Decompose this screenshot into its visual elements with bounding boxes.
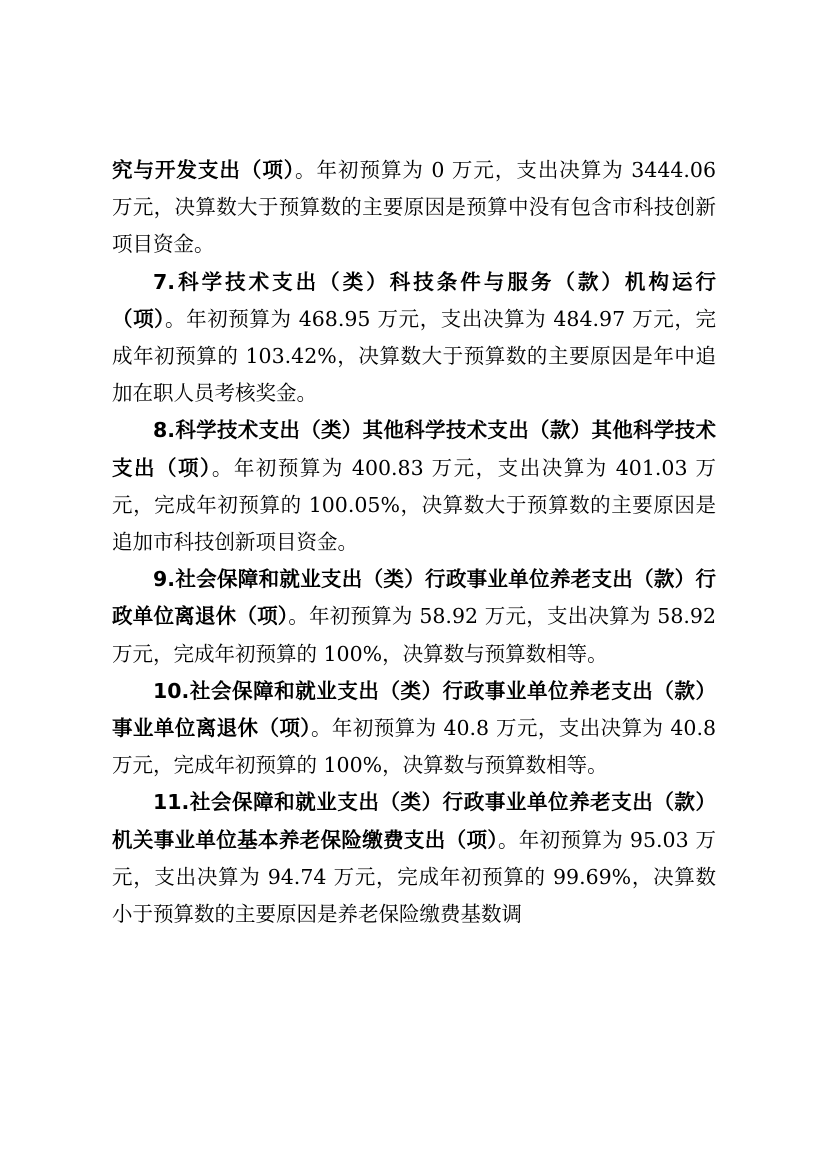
paragraph-heading: 7.科学技术支出（类）科技条件与服务（款）机构运行（项） xyxy=(112,269,716,331)
paragraph-body: 。年初预算为 95.03 万元，支出决算为 94.74 万元，完成年初预算的 99.69%，决算数小于预算数的主要原因是养老保险缴费基数调 xyxy=(112,827,716,927)
paragraph-11 xyxy=(112,784,716,933)
paragraph-body: 。年初预算为 0 万元，支出决算为 3444.06 万元，决算数大于预算数的主要原因是预算中没有包含市科技创新项目资金。 xyxy=(112,158,717,257)
document-body xyxy=(112,152,716,933)
paragraph-body: 。年初预算为 58.92 万元，支出决算为 58.92 万元，完成年初预算的 100%，决算数与预算数相等。 xyxy=(112,604,716,666)
paragraph-7 xyxy=(112,264,716,413)
paragraph-heading: 8.科学技术支出（类）其他科学技术支出（款）其他科学技术支出（项） xyxy=(112,418,716,480)
paragraph-body: 。年初预算为 40.8 万元，支出决算为 40.8 万元，完成年初预算的 100%，决算数与预算数相等。 xyxy=(112,716,717,778)
paragraph-10 xyxy=(112,673,716,785)
paragraph-6-continued xyxy=(112,152,716,264)
paragraph-heading: 10.社会保障和就业支出（类）行政事业单位养老支出（款）事业单位离退休（项） xyxy=(112,678,716,741)
paragraph-heading: 11.社会保障和就业支出（类）行政事业单位养老支出（款）机关事业单位基本养老保险缴费支出（项） xyxy=(112,790,716,852)
paragraph-heading: 9.社会保障和就业支出（类）行政事业单位养老支出（款）行政单位离退休（项） xyxy=(112,567,716,629)
paragraph-8 xyxy=(112,412,716,561)
paragraph-body: 。年初预算为 400.83 万元，支出决算为 401.03 万元，完成年初预算的 100.05%，决算数大于预算数的主要原因是追加市科技创新项目资金。 xyxy=(112,455,717,555)
paragraph-9 xyxy=(112,561,716,673)
paragraph-body: 。年初预算为 468.95 万元，支出决算为 484.97 万元，完成年初预算的 103.42%，决算数大于预算数的主要原因是年中追加在职人员考核奖金。 xyxy=(112,306,716,406)
paragraph-heading: 究与开发支出（项） xyxy=(112,158,296,182)
